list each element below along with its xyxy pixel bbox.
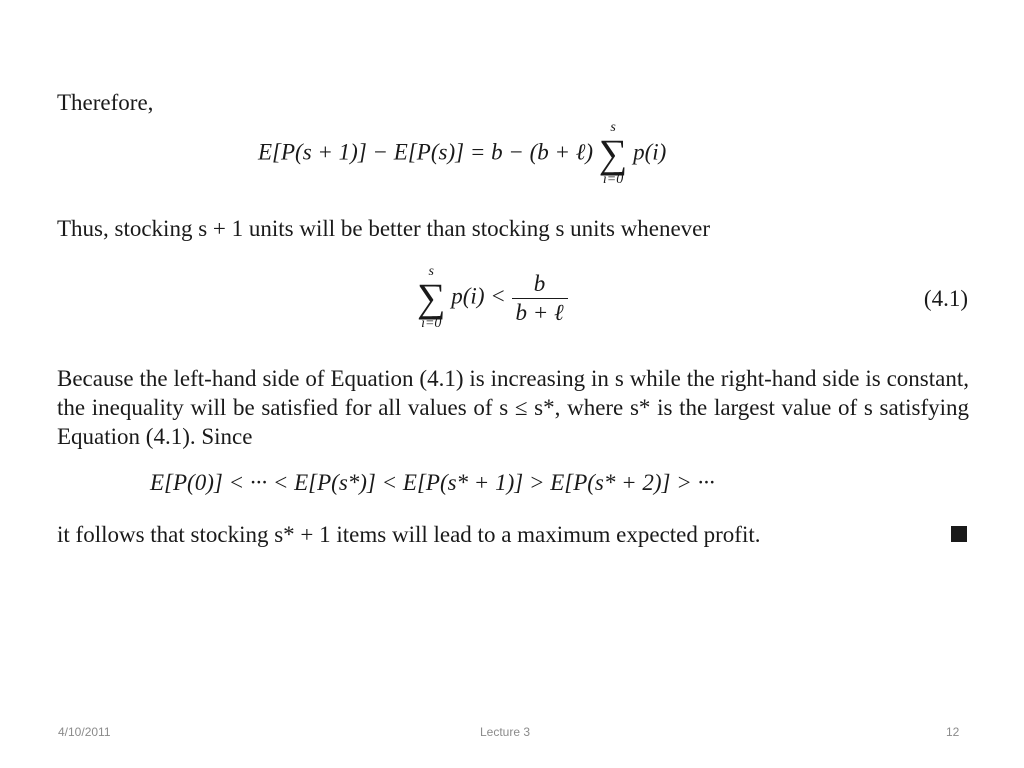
sigma-symbol: ∑	[417, 275, 446, 320]
conclusion-text: it follows that stocking s* + 1 items will lead to a maximum expected profit.	[57, 522, 761, 547]
equation-4-1	[417, 264, 568, 332]
eq1-sum-lower: i=0	[602, 172, 624, 187]
eq2-denominator: b + ℓ	[515, 299, 564, 325]
eq2-summation	[417, 264, 446, 332]
eq1-sum-upper: s	[610, 120, 616, 135]
footer-date: 4/10/2011	[58, 725, 111, 739]
therefore-text: Therefore,	[57, 90, 154, 115]
thus-text: Thus, stocking s + 1 units will be better than stocking s units whenever	[57, 216, 711, 241]
equation-profit-difference	[258, 120, 666, 188]
footer-page-number: 12	[946, 725, 960, 739]
eq1-lhs: E[P(s + 1)] − E[P(s)] = b − (b + ℓ)	[258, 139, 594, 165]
sigma-symbol: ∑	[598, 131, 628, 176]
eq2-numerator: b	[533, 270, 546, 296]
equation-number: (4.1)	[923, 286, 968, 311]
eq2-sum-lower: i=0	[421, 316, 442, 331]
eq1-sum-term: p(i)	[633, 139, 667, 165]
eq2-sum-upper: s	[428, 264, 434, 279]
equation-expected-profit-chain: E[P(0)] < ··· < E[P(s*)] < E[P(s* + 1)] > E[P(s* + 2)] > ···	[150, 470, 715, 495]
footer-title: Lecture 3	[480, 725, 531, 739]
eq1-summation	[599, 120, 628, 188]
because-paragraph: Because the left-hand side of Equation (4.1) is increasing in s while the right-hand side is constant, the inequality will be satisfied for all values of s ≤ s*, where s* is the largest value of s satisfying Equation (4.1). Since	[57, 366, 969, 449]
eq2-sum-term: p(i) <	[451, 283, 506, 309]
qed-square-icon	[951, 526, 967, 542]
eq2-fraction	[512, 270, 568, 327]
